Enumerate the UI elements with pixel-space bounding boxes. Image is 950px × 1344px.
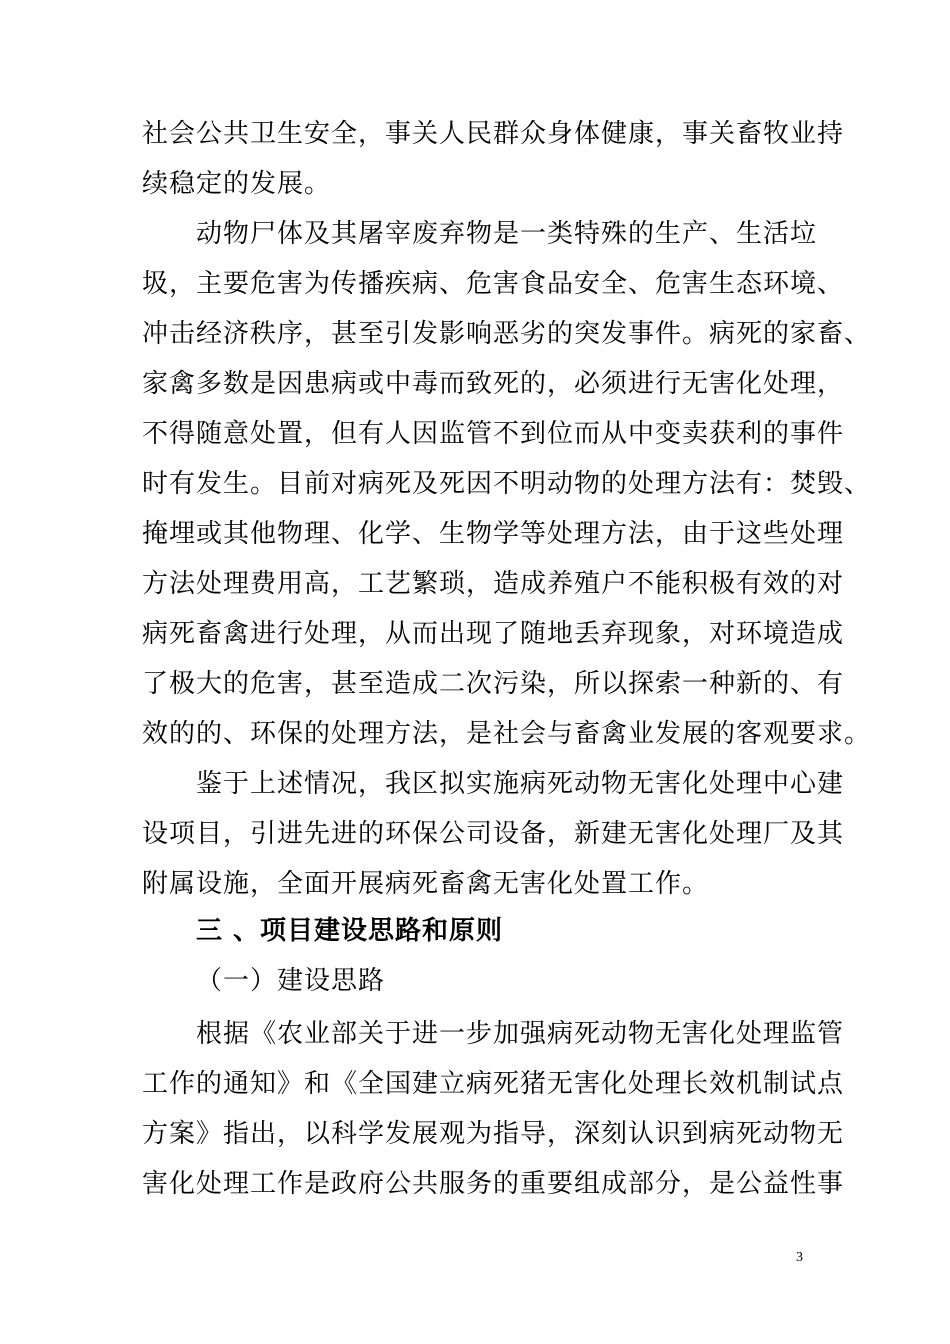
paragraph-2-line-6: 时有发生。目前对病死及死因不明动物的处理方法有：焚毁、 bbox=[142, 469, 872, 499]
paragraph-2-line-2: 圾，主要危害为传播疾病、危害食品安全、危害生态环境、 bbox=[142, 269, 845, 299]
paragraph-1-line-1: 社会公共卫生安全，事关人民群众身体健康，事关畜牧业持 bbox=[142, 119, 845, 149]
paragraph-4-line-1: 根据《农业部关于进一步加强病死动物无害化处理监管 bbox=[196, 1019, 845, 1049]
paragraph-2-line-10: 了极大的危害，甚至造成二次污染，所以探索一种新的、有 bbox=[142, 669, 845, 699]
paragraph-2-line-11: 效的的、环保的处理方法，是社会与畜禽业发展的客观要求。 bbox=[142, 719, 872, 749]
section-heading: 三 、项目建设思路和原则 bbox=[196, 916, 504, 946]
paragraph-3-line-1: 鉴于上述情况，我区拟实施病死动物无害化处理中心建 bbox=[196, 769, 845, 799]
paragraph-4-line-3: 方案》指出，以科学发展观为指导，深刻认识到病死动物无 bbox=[142, 1119, 845, 1149]
paragraph-2-line-8: 方法处理费用高，工艺繁琐，造成养殖户不能积极有效的对 bbox=[142, 569, 845, 599]
page-number: 3 bbox=[796, 1250, 803, 1265]
paragraph-2-line-7: 掩埋或其他物理、化学、生物学等处理方法，由于这些处理 bbox=[142, 519, 845, 549]
subsection-heading: （一）建设思路 bbox=[196, 966, 386, 996]
paragraph-2-line-1: 动物尸体及其屠宰废弃物是一类特殊的生产、生活垃 bbox=[196, 219, 818, 249]
paragraph-2-line-3: 冲击经济秩序，甚至引发影响恶劣的突发事件。病死的家畜、 bbox=[142, 319, 872, 349]
paragraph-2-line-5: 不得随意处置，但有人因监管不到位而从中变卖获利的事件 bbox=[142, 419, 845, 449]
paragraph-2-line-9: 病死畜禽进行处理，从而出现了随地丢弃现象，对环境造成 bbox=[142, 619, 845, 649]
paragraph-4-line-4: 害化处理工作是政府公共服务的重要组成部分，是公益性事 bbox=[142, 1169, 845, 1199]
paragraph-4-line-2: 工作的通知》和《全国建立病死猪无害化处理长效机制试点 bbox=[142, 1069, 845, 1099]
paragraph-3-line-3: 附属设施，全面开展病死畜禽无害化处置工作。 bbox=[142, 869, 710, 899]
paragraph-3-line-2: 设项目，引进先进的环保公司设备，新建无害化处理厂及其 bbox=[142, 819, 845, 849]
paragraph-1-line-2: 续稳定的发展。 bbox=[142, 169, 332, 199]
paragraph-2-line-4: 家禽多数是因患病或中毒而致死的，必须进行无害化处理， bbox=[142, 369, 845, 399]
